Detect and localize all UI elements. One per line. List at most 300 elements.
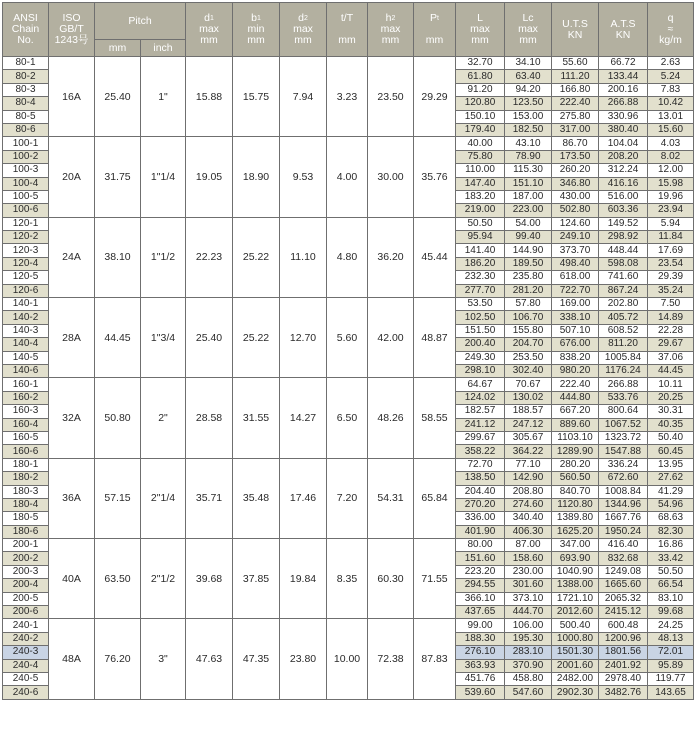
uts-cell: 222.40 [552,378,599,391]
b1-cell: 18.90 [233,137,280,217]
d2-cell: 14.27 [280,378,327,458]
lc-cell: 373.10 [505,592,552,605]
iso-cell: 20A [49,137,95,217]
col-iso-header: ISO GB/T 1243号 [49,3,95,57]
h2-cell: 60.30 [368,539,414,619]
uts-cell: 111.20 [552,70,599,83]
d1-cell: 35.71 [186,458,233,538]
q-cell: 48.13 [648,632,694,645]
uts-cell: 373.70 [552,244,599,257]
uts-cell: 1389.80 [552,512,599,525]
ats-cell: 330.96 [599,110,648,123]
ats-cell: 2978.40 [599,672,648,685]
tt-cell: 4.80 [327,217,368,297]
l-cell: 95.94 [456,231,505,244]
uts-cell: 2012.60 [552,606,599,619]
l-cell: 64.67 [456,378,505,391]
lc-cell: 235.80 [505,271,552,284]
tt-cell: 8.35 [327,539,368,619]
pitch-mm-cell: 63.50 [95,539,141,619]
chain-no-cell: 180-4 [3,498,49,511]
ats-cell: 104.04 [599,137,648,150]
ats-cell: 1665.60 [599,579,648,592]
l-cell: 61.80 [456,70,505,83]
l-cell: 179.40 [456,123,505,136]
lc-cell: 87.00 [505,539,552,552]
col-tt-header: t/T mm [327,3,368,57]
uts-cell: 1040.90 [552,565,599,578]
lc-cell: 123.50 [505,97,552,110]
chain-no-cell: 140-6 [3,364,49,377]
l-cell: 80.00 [456,539,505,552]
pt-cell: 58.55 [414,378,456,458]
uts-cell: 346.80 [552,177,599,190]
uts-cell: 1721.10 [552,592,599,605]
q-cell: 7.83 [648,83,694,96]
ats-cell: 811.20 [599,338,648,351]
ats-cell: 1323.72 [599,431,648,444]
q-cell: 10.42 [648,97,694,110]
l-cell: 91.20 [456,83,505,96]
l-cell: 72.70 [456,458,505,471]
l-cell: 401.90 [456,525,505,538]
lc-cell: 115.30 [505,164,552,177]
q-cell: 22.28 [648,324,694,337]
ats-cell: 298.92 [599,231,648,244]
table-row[interactable] [3,539,694,552]
b1-cell: 15.75 [233,57,280,137]
q-cell: 41.29 [648,485,694,498]
uts-cell: 838.20 [552,351,599,364]
b1-cell: 35.48 [233,458,280,538]
chain-no-cell: 180-5 [3,512,49,525]
l-cell: 358.22 [456,445,505,458]
b1-cell: 47.35 [233,619,280,699]
q-cell: 2.63 [648,57,694,70]
lc-cell: 43.10 [505,137,552,150]
ats-cell: 448.44 [599,244,648,257]
l-cell: 241.12 [456,418,505,431]
l-cell: 151.50 [456,324,505,337]
chain-no-cell: 240-5 [3,672,49,685]
ats-cell: 336.24 [599,458,648,471]
d2-cell: 23.80 [280,619,327,699]
pitch-mm-cell: 50.80 [95,378,141,458]
l-cell: 223.20 [456,565,505,578]
lc-cell: 182.50 [505,123,552,136]
pitch-mm-cell: 25.40 [95,57,141,137]
chain-no-cell: 160-3 [3,405,49,418]
chain-no-cell: 180-1 [3,458,49,471]
l-cell: 366.10 [456,592,505,605]
lc-cell: 281.20 [505,284,552,297]
ats-cell: 1667.76 [599,512,648,525]
chain-no-cell: 100-4 [3,177,49,190]
uts-cell: 280.20 [552,458,599,471]
q-cell: 72.01 [648,646,694,659]
q-cell: 33.42 [648,552,694,565]
header-row [3,3,694,40]
uts-cell: 2482.00 [552,672,599,685]
q-cell: 4.03 [648,137,694,150]
col-l-header: L max mm [456,3,505,57]
chain-no-cell: 100-1 [3,137,49,150]
tt-cell: 7.20 [327,458,368,538]
q-cell: 5.94 [648,217,694,230]
b1-cell: 25.22 [233,217,280,297]
q-cell: 23.94 [648,204,694,217]
ats-cell: 380.40 [599,123,648,136]
uts-cell: 676.00 [552,338,599,351]
lc-cell: 340.40 [505,512,552,525]
chain-no-cell: 160-5 [3,431,49,444]
d2-cell: 9.53 [280,137,327,217]
chain-no-cell: 160-6 [3,445,49,458]
chain-no-cell: 100-6 [3,204,49,217]
chain-no-cell: 120-6 [3,284,49,297]
q-cell: 99.68 [648,606,694,619]
ats-cell: 208.20 [599,150,648,163]
q-cell: 16.86 [648,539,694,552]
h2-cell: 23.50 [368,57,414,137]
col-pitch-mm-header: mm [95,40,141,57]
tt-cell: 3.23 [327,57,368,137]
pitch-mm-cell: 38.10 [95,217,141,297]
q-cell: 12.00 [648,164,694,177]
l-cell: 186.20 [456,257,505,270]
ats-cell: 800.64 [599,405,648,418]
ats-cell: 867.24 [599,284,648,297]
q-cell: 29.39 [648,271,694,284]
l-cell: 151.60 [456,552,505,565]
lc-cell: 142.90 [505,472,552,485]
lc-cell: 274.60 [505,498,552,511]
lc-cell: 78.90 [505,150,552,163]
lc-cell: 151.10 [505,177,552,190]
q-cell: 13.01 [648,110,694,123]
l-cell: 147.40 [456,177,505,190]
pt-cell: 29.29 [414,57,456,137]
uts-cell: 498.40 [552,257,599,270]
pitch-mm-cell: 76.20 [95,619,141,699]
inch-cell: 2"1/2 [141,539,186,619]
ats-cell: 608.52 [599,324,648,337]
q-cell: 95.89 [648,659,694,672]
l-cell: 99.00 [456,619,505,632]
chain-no-cell: 240-2 [3,632,49,645]
chain-no-cell: 80-5 [3,110,49,123]
uts-cell: 618.00 [552,271,599,284]
l-cell: 141.40 [456,244,505,257]
b1-cell: 31.55 [233,378,280,458]
lc-cell: 63.40 [505,70,552,83]
lc-cell: 223.00 [505,204,552,217]
uts-cell: 1103.10 [552,431,599,444]
chain-no-cell: 140-3 [3,324,49,337]
chain-spec-table [2,2,694,700]
l-cell: 451.76 [456,672,505,685]
ats-cell: 1547.88 [599,445,648,458]
q-cell: 60.45 [648,445,694,458]
q-cell: 11.84 [648,231,694,244]
lc-cell: 458.80 [505,672,552,685]
chain-no-cell: 240-6 [3,686,49,699]
chain-no-cell: 100-5 [3,190,49,203]
chain-no-cell: 120-1 [3,217,49,230]
l-cell: 299.67 [456,431,505,444]
uts-cell: 173.50 [552,150,599,163]
q-cell: 54.96 [648,498,694,511]
d1-cell: 47.63 [186,619,233,699]
uts-cell: 722.70 [552,284,599,297]
ats-cell: 1249.08 [599,565,648,578]
uts-cell: 1388.00 [552,579,599,592]
ats-cell: 2065.32 [599,592,648,605]
lc-cell: 158.60 [505,552,552,565]
l-cell: 200.40 [456,338,505,351]
col-pitch-header: Pitch [95,3,186,40]
lc-cell: 94.20 [505,83,552,96]
chain-no-cell: 200-2 [3,552,49,565]
iso-cell: 24A [49,217,95,297]
l-cell: 188.30 [456,632,505,645]
lc-cell: 283.10 [505,646,552,659]
uts-cell: 1120.80 [552,498,599,511]
lc-cell: 253.50 [505,351,552,364]
chain-no-cell: 240-1 [3,619,49,632]
pt-cell: 87.83 [414,619,456,699]
ats-cell: 405.72 [599,311,648,324]
tt-cell: 5.60 [327,298,368,378]
uts-cell: 560.50 [552,472,599,485]
iso-cell: 48A [49,619,95,699]
q-cell: 37.06 [648,351,694,364]
lc-cell: 99.40 [505,231,552,244]
q-cell: 10.11 [648,378,694,391]
inch-cell: 1"1/4 [141,137,186,217]
l-cell: 102.50 [456,311,505,324]
col-pitch-inch-header: inch [141,40,186,57]
h2-cell: 54.31 [368,458,414,538]
table-row[interactable] [3,378,694,391]
b1-cell: 25.22 [233,298,280,378]
chain-no-cell: 80-2 [3,70,49,83]
q-cell: 5.24 [648,70,694,83]
q-cell: 7.50 [648,298,694,311]
chain-no-cell: 140-2 [3,311,49,324]
uts-cell: 667.20 [552,405,599,418]
l-cell: 53.50 [456,298,505,311]
uts-cell: 1625.20 [552,525,599,538]
ats-cell: 416.40 [599,539,648,552]
d1-cell: 28.58 [186,378,233,458]
ats-cell: 2415.12 [599,606,648,619]
ats-cell: 516.00 [599,190,648,203]
ats-cell: 603.36 [599,204,648,217]
pt-cell: 45.44 [414,217,456,297]
lc-cell: 370.90 [505,659,552,672]
d1-cell: 39.68 [186,539,233,619]
l-cell: 298.10 [456,364,505,377]
chain-no-cell: 140-4 [3,338,49,351]
ats-cell: 741.60 [599,271,648,284]
uts-cell: 338.10 [552,311,599,324]
col-pt-header: Pt mm [414,3,456,57]
chain-no-cell: 100-2 [3,150,49,163]
chain-no-cell: 200-6 [3,606,49,619]
lc-cell: 305.67 [505,431,552,444]
chain-no-cell: 160-2 [3,391,49,404]
q-cell: 50.50 [648,565,694,578]
ats-cell: 133.44 [599,70,648,83]
q-cell: 14.89 [648,311,694,324]
h2-cell: 48.26 [368,378,414,458]
uts-cell: 1000.80 [552,632,599,645]
chain-no-cell: 200-1 [3,539,49,552]
col-h2-header: h2 max mm [368,3,414,57]
uts-cell: 169.00 [552,298,599,311]
d2-cell: 7.94 [280,57,327,137]
col-lc-header: Lc max mm [505,3,552,57]
chain-no-cell: 120-3 [3,244,49,257]
col-q-header: q ≈ kg/m [648,3,694,57]
ats-cell: 1200.96 [599,632,648,645]
d2-cell: 11.10 [280,217,327,297]
table-row[interactable] [3,137,694,150]
ats-cell: 202.80 [599,298,648,311]
l-cell: 336.00 [456,512,505,525]
tt-cell: 4.00 [327,137,368,217]
col-ansi-header: ANSI Chain No. [3,3,49,57]
chain-no-cell: 200-5 [3,592,49,605]
chain-no-cell: 160-4 [3,418,49,431]
pitch-mm-cell: 44.45 [95,298,141,378]
inch-cell: 3" [141,619,186,699]
chain-no-cell: 120-4 [3,257,49,270]
iso-cell: 36A [49,458,95,538]
q-cell: 35.24 [648,284,694,297]
l-cell: 110.00 [456,164,505,177]
lc-cell: 406.30 [505,525,552,538]
lc-cell: 301.60 [505,579,552,592]
iso-cell: 32A [49,378,95,458]
chain-no-cell: 140-5 [3,351,49,364]
lc-cell: 106.70 [505,311,552,324]
ats-cell: 416.16 [599,177,648,190]
q-cell: 20.25 [648,391,694,404]
q-cell: 119.77 [648,672,694,685]
h2-cell: 72.38 [368,619,414,699]
l-cell: 249.30 [456,351,505,364]
table-row[interactable] [3,458,694,471]
ats-cell: 533.76 [599,391,648,404]
l-cell: 120.80 [456,97,505,110]
uts-cell: 222.40 [552,97,599,110]
lc-cell: 364.22 [505,445,552,458]
inch-cell: 1" [141,57,186,137]
chain-no-cell: 160-1 [3,378,49,391]
ats-cell: 266.88 [599,97,648,110]
col-ats-header: A.T.S KN [599,3,648,57]
pitch-mm-cell: 57.15 [95,458,141,538]
uts-cell: 260.20 [552,164,599,177]
lc-cell: 204.70 [505,338,552,351]
h2-cell: 30.00 [368,137,414,217]
q-cell: 68.63 [648,512,694,525]
uts-cell: 502.80 [552,204,599,217]
q-cell: 15.60 [648,123,694,136]
l-cell: 294.55 [456,579,505,592]
chain-no-cell: 240-4 [3,659,49,672]
lc-cell: 54.00 [505,217,552,230]
l-cell: 50.50 [456,217,505,230]
table-row[interactable] [3,217,694,230]
inch-cell: 1"3/4 [141,298,186,378]
l-cell: 363.93 [456,659,505,672]
uts-cell: 2001.60 [552,659,599,672]
uts-cell: 86.70 [552,137,599,150]
q-cell: 83.10 [648,592,694,605]
chain-no-cell: 200-4 [3,579,49,592]
chain-no-cell: 80-3 [3,83,49,96]
lc-cell: 208.80 [505,485,552,498]
d1-cell: 25.40 [186,298,233,378]
lc-cell: 70.67 [505,378,552,391]
col-d2-header: d2 max mm [280,3,327,57]
uts-cell: 693.90 [552,552,599,565]
q-cell: 143.65 [648,686,694,699]
uts-cell: 249.10 [552,231,599,244]
l-cell: 32.70 [456,57,505,70]
q-cell: 30.31 [648,405,694,418]
chain-no-cell: 80-4 [3,97,49,110]
ats-cell: 312.24 [599,164,648,177]
ats-cell: 1344.96 [599,498,648,511]
chain-no-cell: 140-1 [3,298,49,311]
lc-cell: 302.40 [505,364,552,377]
uts-cell: 275.80 [552,110,599,123]
table-row[interactable] [3,57,694,70]
ats-cell: 1067.52 [599,418,648,431]
pitch-mm-cell: 31.75 [95,137,141,217]
chain-no-cell: 120-2 [3,231,49,244]
table-row[interactable] [3,619,694,632]
q-cell: 66.54 [648,579,694,592]
l-cell: 232.30 [456,271,505,284]
ats-cell: 1005.84 [599,351,648,364]
uts-cell: 507.10 [552,324,599,337]
lc-cell: 155.80 [505,324,552,337]
chain-no-cell: 200-3 [3,565,49,578]
q-cell: 15.98 [648,177,694,190]
lc-cell: 189.50 [505,257,552,270]
uts-cell: 317.00 [552,123,599,136]
l-cell: 75.80 [456,150,505,163]
chain-no-cell: 80-6 [3,123,49,136]
l-cell: 270.20 [456,498,505,511]
l-cell: 40.00 [456,137,505,150]
tt-cell: 10.00 [327,619,368,699]
inch-cell: 2" [141,378,186,458]
ats-cell: 598.08 [599,257,648,270]
ats-cell: 832.68 [599,552,648,565]
col-d1-header: d1 max mm [186,3,233,57]
table-row[interactable] [3,298,694,311]
col-uts-header: U.T.S KN [552,3,599,57]
chain-no-cell: 180-3 [3,485,49,498]
d2-cell: 17.46 [280,458,327,538]
h2-cell: 42.00 [368,298,414,378]
